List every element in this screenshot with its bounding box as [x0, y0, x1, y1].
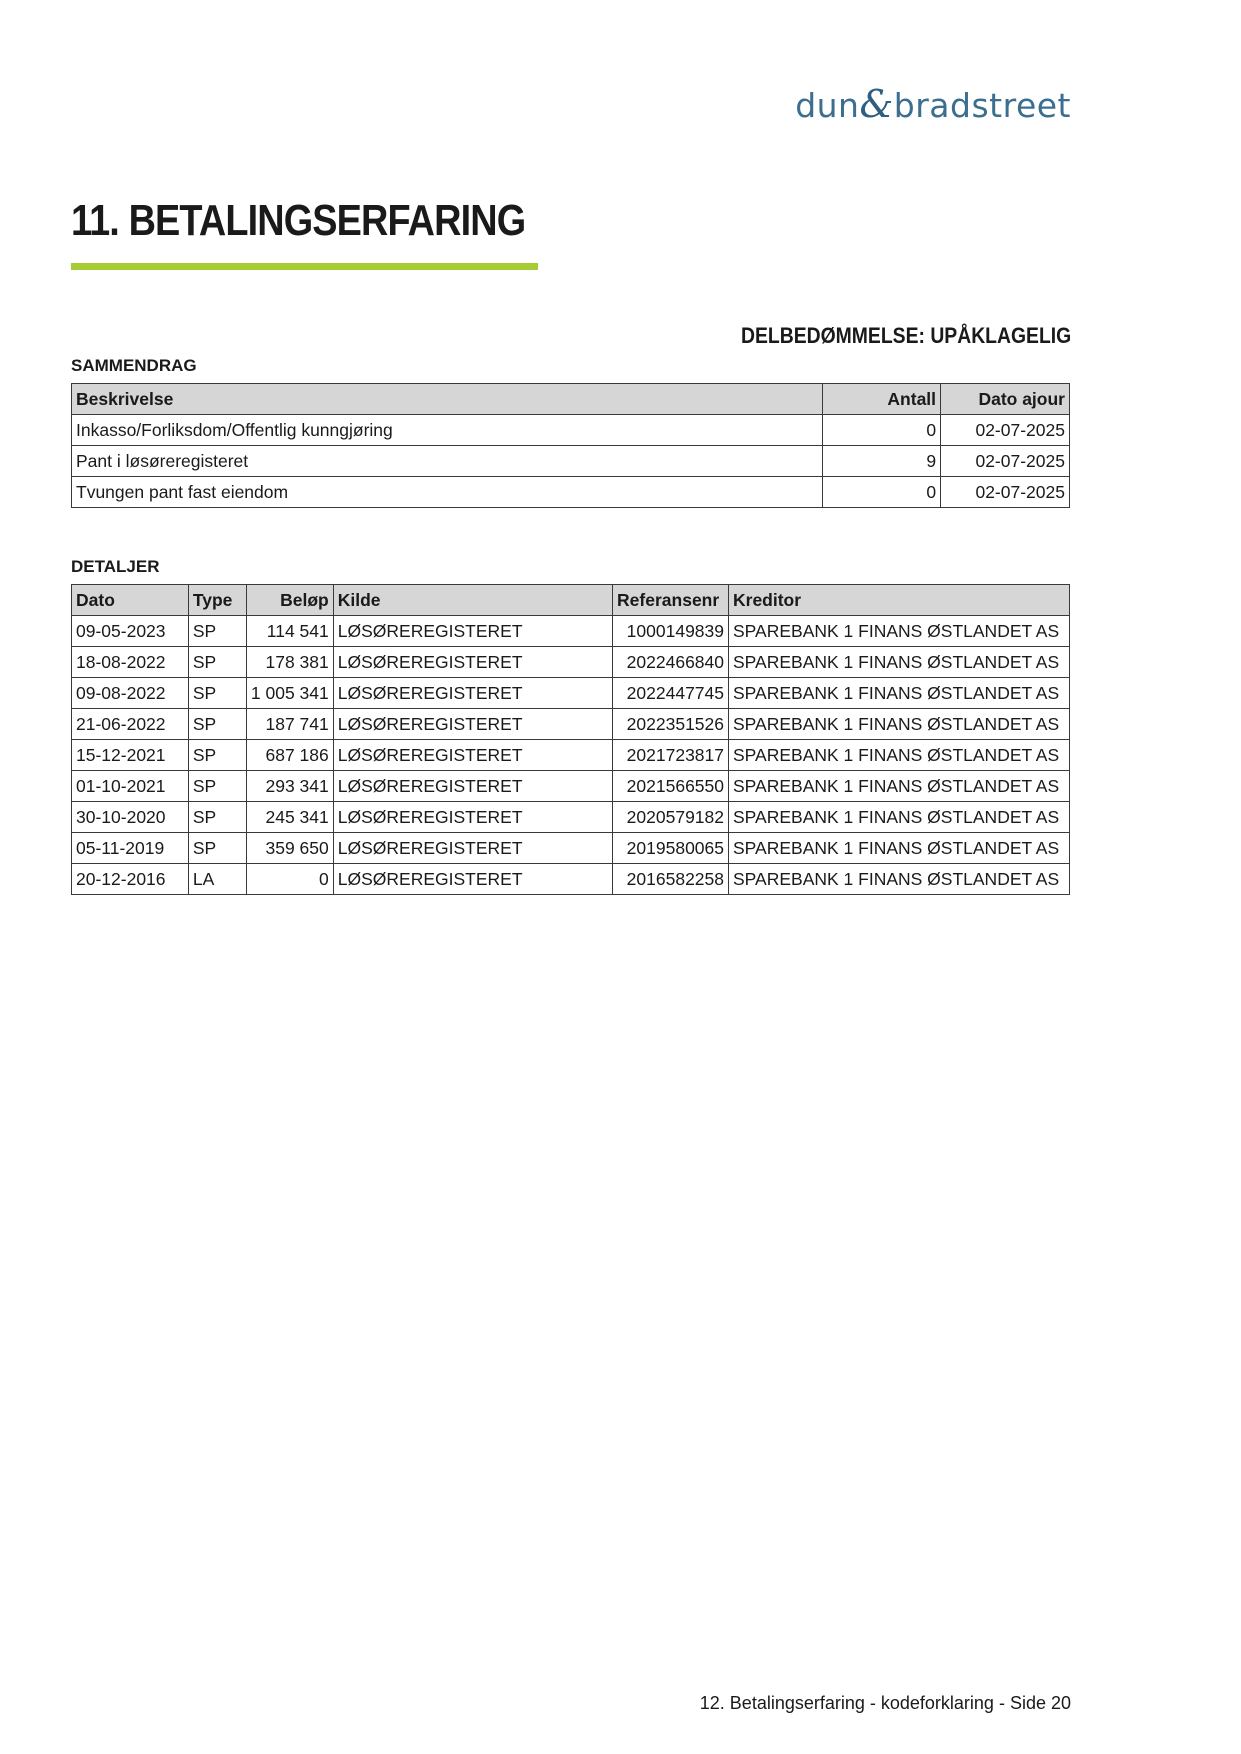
- summary-cell-beskrivelse: Tvungen pant fast eiendom: [72, 477, 823, 508]
- details-cell-referansenr: 2022351526: [613, 709, 729, 740]
- brand-logo-part1: dun: [795, 86, 860, 125]
- summary-cell-antall: 9: [823, 446, 941, 477]
- details-header-belop: Beløp: [246, 585, 333, 616]
- details-row: [72, 740, 1070, 771]
- summary-cell-antall: 0: [823, 477, 941, 508]
- details-cell-referansenr: 2022466840: [613, 647, 729, 678]
- summary-table: [71, 383, 1070, 508]
- details-row: [72, 616, 1070, 647]
- details-cell-belop: 293 341: [246, 771, 333, 802]
- details-cell-type: SP: [188, 678, 246, 709]
- details-cell-kilde: LØSØREREGISTERET: [333, 833, 612, 864]
- details-cell-type: LA: [188, 864, 246, 895]
- details-cell-kreditor: SPAREBANK 1 FINANS ØSTLANDET AS: [729, 833, 1070, 864]
- details-cell-dato: 09-05-2023: [72, 616, 189, 647]
- summary-header-antall: Antall: [823, 384, 941, 415]
- details-cell-kilde: LØSØREREGISTERET: [333, 740, 612, 771]
- summary-cell-beskrivelse: Pant i løsøreregisteret: [72, 446, 823, 477]
- summary-header-dato-ajour: Dato ajour: [941, 384, 1070, 415]
- brand-logo-ampersand: &: [859, 82, 894, 126]
- details-cell-kreditor: SPAREBANK 1 FINANS ØSTLANDET AS: [729, 647, 1070, 678]
- details-cell-type: SP: [188, 647, 246, 678]
- details-body: [72, 616, 1070, 895]
- details-cell-belop: 245 341: [246, 802, 333, 833]
- details-cell-dato: 21-06-2022: [72, 709, 189, 740]
- details-cell-kilde: LØSØREREGISTERET: [333, 678, 612, 709]
- details-cell-referansenr: 2016582258: [613, 864, 729, 895]
- details-cell-dato: 01-10-2021: [72, 771, 189, 802]
- details-cell-kreditor: SPAREBANK 1 FINANS ØSTLANDET AS: [729, 802, 1070, 833]
- details-cell-kilde: LØSØREREGISTERET: [333, 864, 612, 895]
- details-cell-dato: 20-12-2016: [72, 864, 189, 895]
- details-header-row: [72, 585, 1070, 616]
- details-row: [72, 864, 1070, 895]
- details-row: [72, 833, 1070, 864]
- details-cell-belop: 1 005 341: [246, 678, 333, 709]
- details-cell-belop: 114 541: [246, 616, 333, 647]
- details-cell-belop: 359 650: [246, 833, 333, 864]
- details-cell-kreditor: SPAREBANK 1 FINANS ØSTLANDET AS: [729, 771, 1070, 802]
- page-footer: 12. Betalingserfaring - kodeforklaring - Side 20: [699, 1693, 1071, 1713]
- summary-row: [72, 477, 1070, 508]
- details-cell-referansenr: 2021566550: [613, 771, 729, 802]
- details-cell-referansenr: 1000149839: [613, 616, 729, 647]
- details-table: [71, 584, 1070, 895]
- details-cell-type: SP: [188, 740, 246, 771]
- details-cell-dato: 05-11-2019: [72, 833, 189, 864]
- details-cell-kreditor: SPAREBANK 1 FINANS ØSTLANDET AS: [729, 709, 1070, 740]
- details-cell-belop: 0: [246, 864, 333, 895]
- details-row: [72, 802, 1070, 833]
- details-cell-belop: 178 381: [246, 647, 333, 678]
- details-cell-belop: 187 741: [246, 709, 333, 740]
- details-cell-kreditor: SPAREBANK 1 FINANS ØSTLANDET AS: [729, 616, 1070, 647]
- details-cell-referansenr: 2021723817: [613, 740, 729, 771]
- summary-row: [72, 415, 1070, 446]
- details-header-type: Type: [188, 585, 246, 616]
- brand-logo-part2: bradstreet: [893, 86, 1071, 125]
- details-label: DETALJER: [71, 557, 160, 576]
- details-cell-referansenr: 2019580065: [613, 833, 729, 864]
- details-row: [72, 678, 1070, 709]
- summary-cell-dato: 02-07-2025: [941, 477, 1070, 508]
- details-cell-kreditor: SPAREBANK 1 FINANS ØSTLANDET AS: [729, 678, 1070, 709]
- details-header-referansenr: Referansenr: [613, 585, 729, 616]
- rating-heading: DELBEDØMMELSE: UPÅKLAGELIG: [740, 323, 1071, 348]
- details-cell-type: SP: [188, 833, 246, 864]
- summary-header-beskrivelse: Beskrivelse: [72, 384, 823, 415]
- details-cell-kreditor: SPAREBANK 1 FINANS ØSTLANDET AS: [729, 740, 1070, 771]
- summary-cell-dato: 02-07-2025: [941, 446, 1070, 477]
- details-cell-type: SP: [188, 771, 246, 802]
- summary-cell-antall: 0: [823, 415, 941, 446]
- details-cell-kilde: LØSØREREGISTERET: [333, 771, 612, 802]
- details-row: [72, 771, 1070, 802]
- details-cell-kilde: LØSØREREGISTERET: [333, 647, 612, 678]
- details-cell-dato: 15-12-2021: [72, 740, 189, 771]
- summary-cell-dato: 02-07-2025: [941, 415, 1070, 446]
- title-underline: [71, 263, 538, 270]
- details-cell-type: SP: [188, 802, 246, 833]
- details-row: [72, 647, 1070, 678]
- page-title: 11. BETALINGSERFARING: [71, 196, 526, 245]
- details-cell-dato: 09-08-2022: [72, 678, 189, 709]
- brand-logo: [795, 82, 1071, 126]
- details-header-kreditor: Kreditor: [729, 585, 1070, 616]
- details-cell-referansenr: 2022447745: [613, 678, 729, 709]
- details-cell-dato: 30-10-2020: [72, 802, 189, 833]
- details-cell-referansenr: 2020579182: [613, 802, 729, 833]
- summary-cell-beskrivelse: Inkasso/Forliksdom/Offentlig kunngjøring: [72, 415, 823, 446]
- summary-row: [72, 446, 1070, 477]
- summary-label: SAMMENDRAG: [71, 356, 197, 375]
- details-cell-kilde: LØSØREREGISTERET: [333, 709, 612, 740]
- details-header-kilde: Kilde: [333, 585, 612, 616]
- details-cell-kreditor: SPAREBANK 1 FINANS ØSTLANDET AS: [729, 864, 1070, 895]
- details-header-dato: Dato: [72, 585, 189, 616]
- details-cell-belop: 687 186: [246, 740, 333, 771]
- details-cell-type: SP: [188, 616, 246, 647]
- details-cell-dato: 18-08-2022: [72, 647, 189, 678]
- details-cell-kilde: LØSØREREGISTERET: [333, 616, 612, 647]
- details-cell-kilde: LØSØREREGISTERET: [333, 802, 612, 833]
- details-cell-type: SP: [188, 709, 246, 740]
- summary-header-row: [72, 384, 1070, 415]
- details-row: [72, 709, 1070, 740]
